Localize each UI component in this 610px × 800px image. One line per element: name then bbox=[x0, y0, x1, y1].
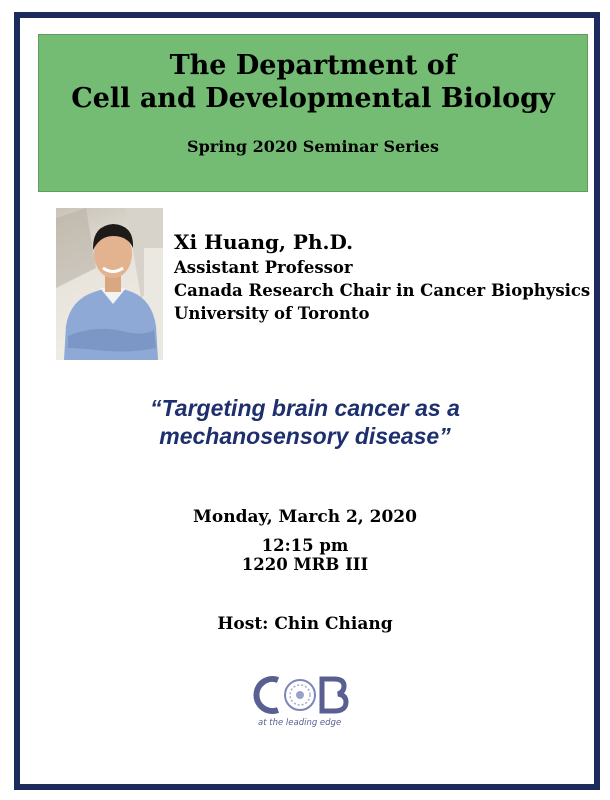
speaker-name: Xi Huang, Ph.D. bbox=[174, 230, 354, 254]
department-name-line1: The Department of bbox=[169, 50, 457, 81]
speaker-info bbox=[174, 228, 590, 325]
logo-tagline: at the leading edge bbox=[258, 718, 342, 728]
speaker-photo bbox=[56, 208, 163, 360]
talk-title-line1: “Targeting brain cancer as a bbox=[150, 395, 460, 421]
talk-title bbox=[0, 394, 610, 450]
speaker-chair: Canada Research Chair in Cancer Biophysics bbox=[174, 281, 591, 300]
event-date: Monday, March 2, 2020 bbox=[193, 507, 417, 527]
speaker-portrait-icon bbox=[56, 208, 163, 360]
department-name-line2: Cell and Developmental Biology bbox=[71, 83, 555, 114]
event-location: 1220 MRB III bbox=[241, 555, 369, 574]
seminar-series: Spring 2020 Seminar Series bbox=[187, 137, 439, 156]
event-time: 12:15 pm bbox=[261, 536, 349, 555]
event-host: Host: Chin Chiang bbox=[217, 614, 393, 634]
speaker-title: Assistant Professor bbox=[174, 258, 353, 277]
cdb-logo-icon bbox=[244, 670, 356, 730]
header-banner bbox=[38, 34, 588, 192]
cdb-logo bbox=[244, 670, 356, 730]
speaker-institution: University of Toronto bbox=[174, 304, 370, 323]
talk-title-line2: mechanosensory disease” bbox=[159, 423, 451, 449]
